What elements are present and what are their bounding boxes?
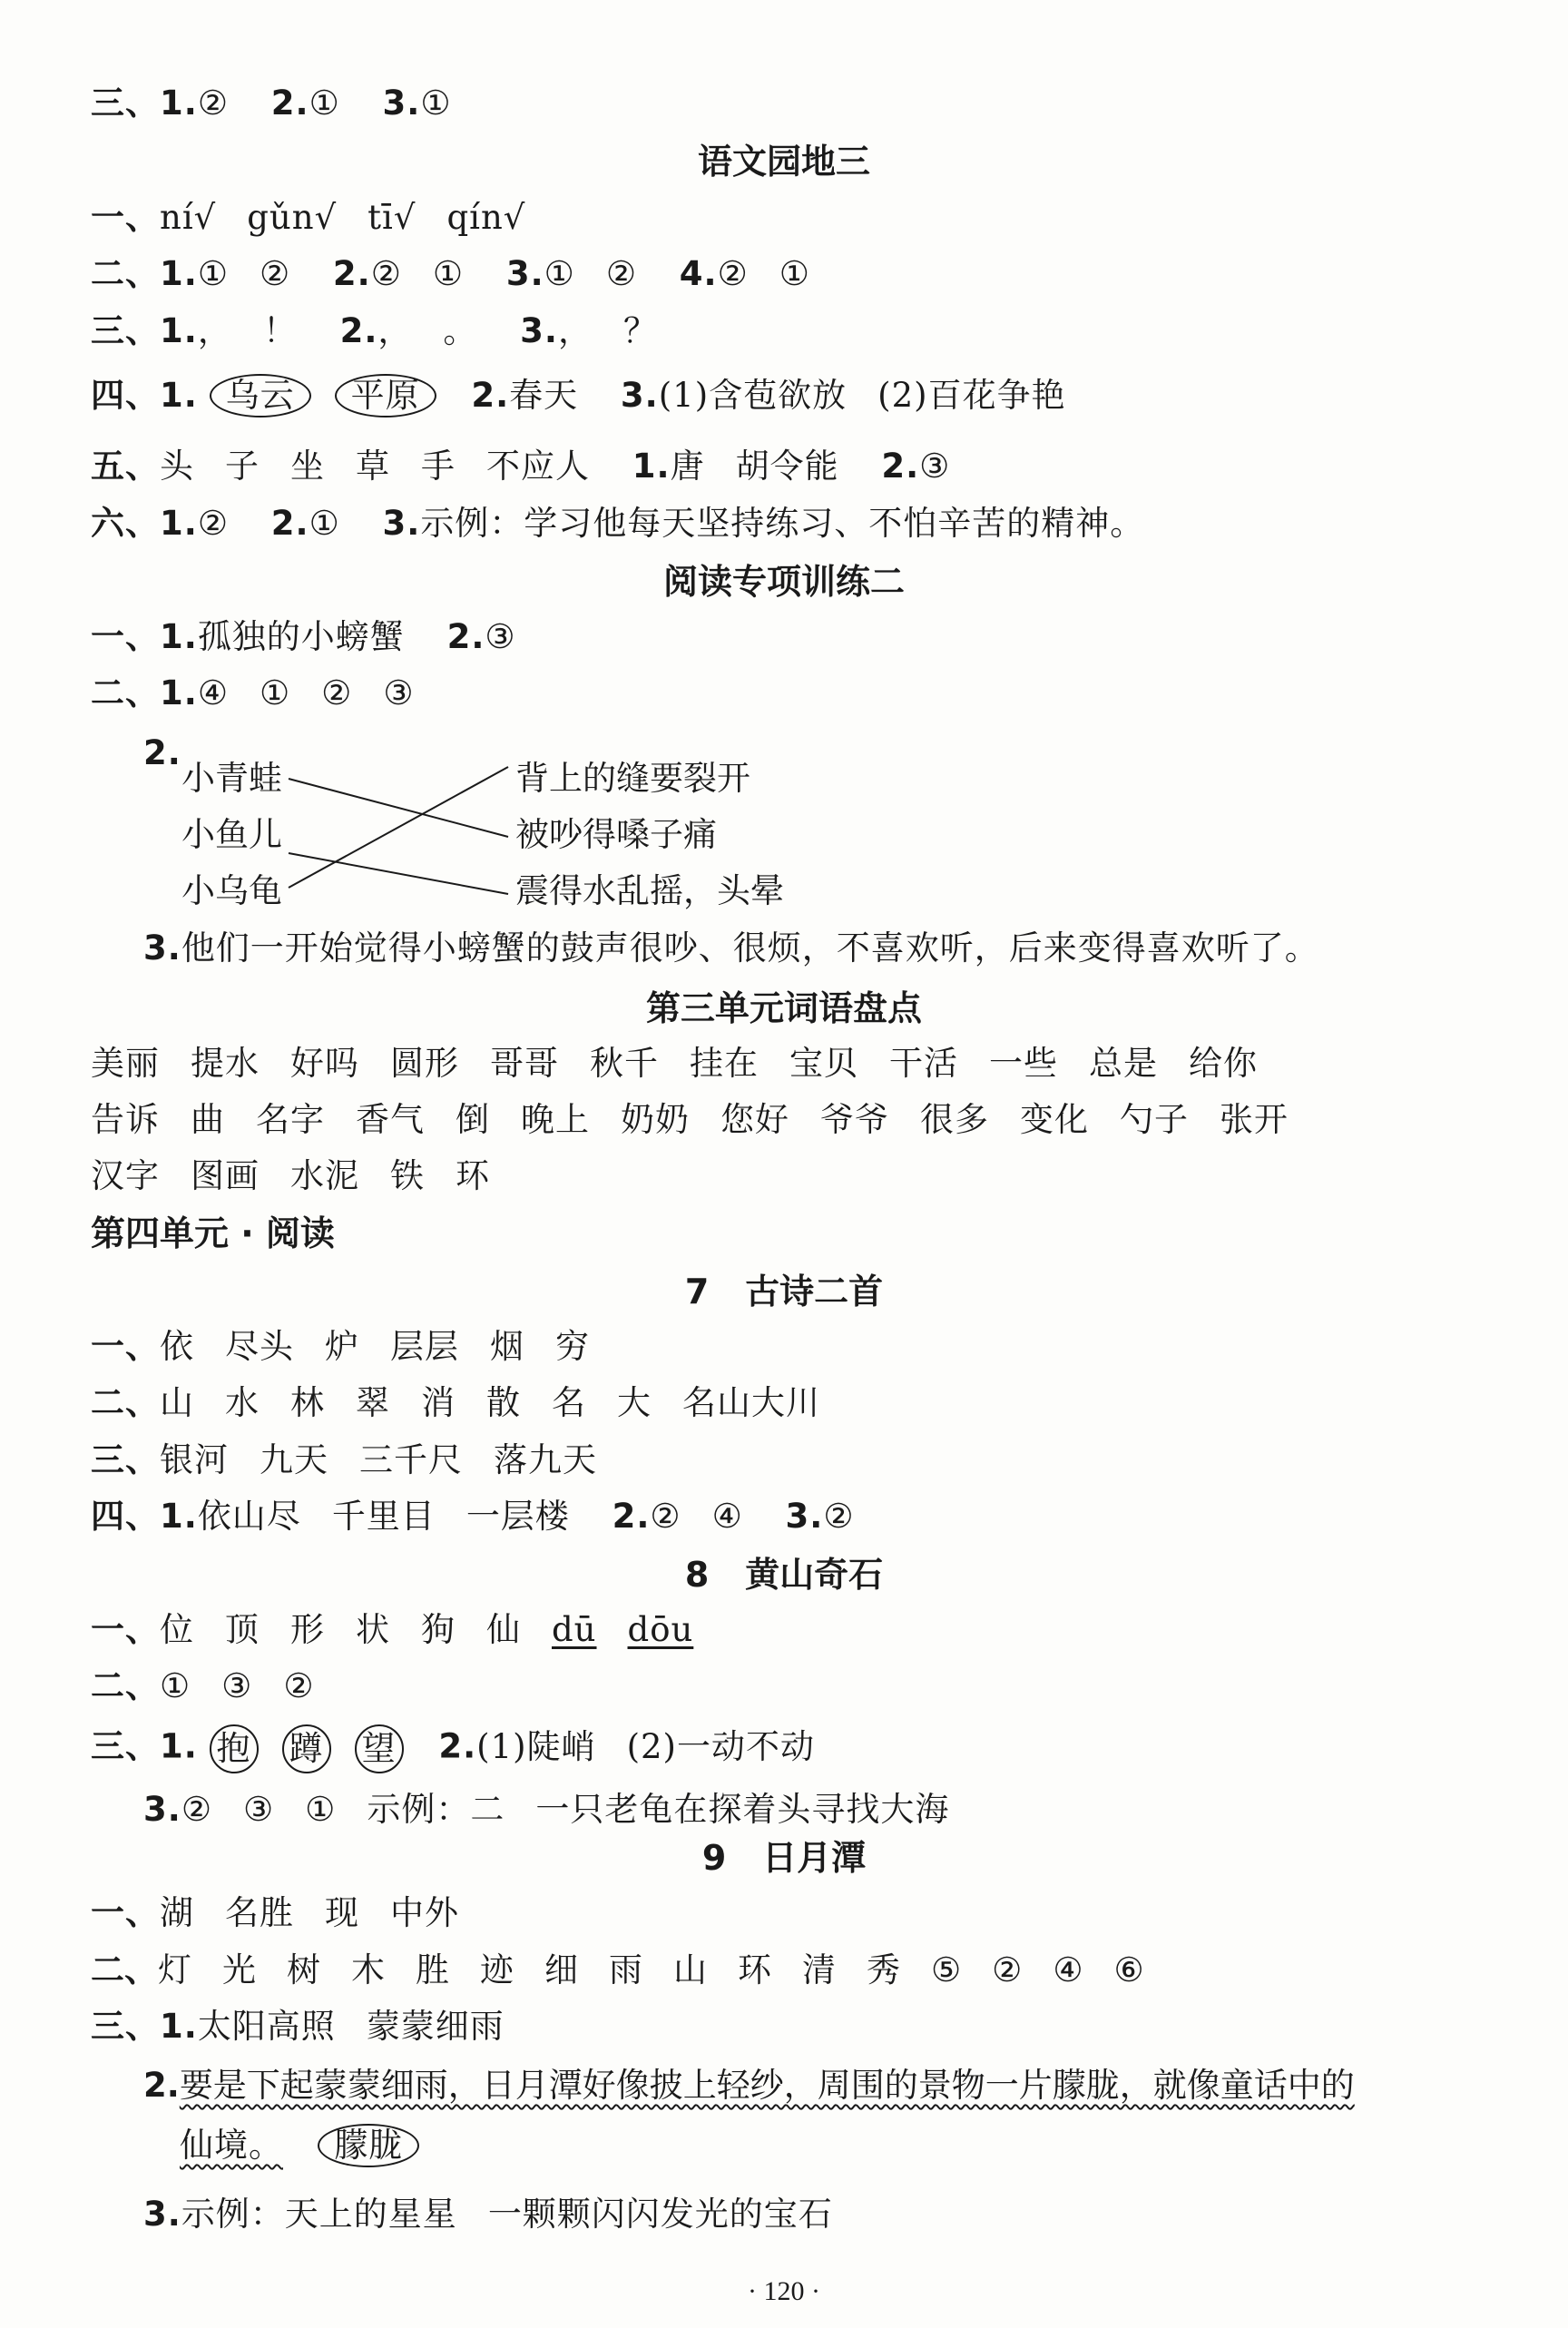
question-number: 3. <box>143 928 181 968</box>
question-number: 2. <box>270 504 309 543</box>
answer-text: ① <box>420 83 452 123</box>
question-number: 2. <box>332 254 371 293</box>
answer-line <box>143 2195 833 2235</box>
answer-text: ② <box>605 254 637 293</box>
answer-text: 蒙蒙细雨 <box>366 2007 505 2046</box>
answer-text: ③ <box>485 617 516 656</box>
question-number: 3. <box>620 376 659 415</box>
question-number: 3. <box>382 83 421 123</box>
answer-text: 不应人 <box>486 447 590 486</box>
answer-text: 山 <box>160 1383 194 1422</box>
answer-text: ③ <box>383 673 415 712</box>
word-item: 圆形 <box>390 1044 459 1083</box>
question-number: 2. <box>143 2066 180 2105</box>
answer-text: (1)含苞欲放 <box>658 376 848 415</box>
word-item: 香气 <box>356 1100 425 1139</box>
question-number: 3. <box>785 1497 824 1536</box>
answer-text: 狗 <box>421 1610 456 1649</box>
word-item: 告诉 <box>91 1100 160 1139</box>
item-label: 一、 <box>91 198 160 237</box>
answer-text: ② <box>370 254 402 293</box>
answer-text: ① <box>197 254 229 293</box>
item-label: 三、 <box>91 2007 160 2046</box>
pinyin-answer: dū <box>552 1610 597 1649</box>
answer-text: 示例：二 <box>367 1790 505 1829</box>
section-title: 第三单元词语盘点 <box>645 988 922 1028</box>
answer-line <box>180 2124 443 2167</box>
answer-text: 翠 <box>356 1383 390 1422</box>
word-item: 晚上 <box>521 1100 590 1139</box>
answer-text: 三千尺 <box>359 1440 463 1479</box>
match-left-item: 小乌龟 <box>181 871 282 910</box>
answer-text: 手 <box>421 447 456 486</box>
answer-text: tī√ <box>368 198 416 237</box>
answer-text: ④ <box>1053 1950 1083 1989</box>
item-label: 三、 <box>91 1440 160 1479</box>
answer-text: 形 <box>290 1610 325 1649</box>
circled-word: 乌云 <box>210 374 311 417</box>
underlined-sentence: 仙境。 <box>180 2126 283 2165</box>
answer-line <box>143 1790 949 1830</box>
answer-text: 水 <box>225 1383 260 1422</box>
word-item: 秋千 <box>590 1044 659 1083</box>
answer-line <box>143 928 1319 968</box>
question-number: 1. <box>160 376 198 415</box>
page-number: · 120 · <box>748 2276 820 2306</box>
answer-text: 环 <box>738 1950 771 1989</box>
circled-character: 蹲 <box>282 1724 331 1773</box>
word-item: 水泥 <box>290 1156 359 1195</box>
underlined-sentence: 要是下起蒙蒙细雨，日月潭好像披上轻纱，周围的景物一片朦胧，就像童话中的 <box>179 2066 1355 2105</box>
answer-line <box>91 1724 815 1773</box>
answer-text: ② <box>650 1497 681 1536</box>
answer-text: 穷 <box>555 1327 590 1366</box>
lesson-number: 9 <box>701 1838 727 1878</box>
answer-text: 秀 <box>867 1950 900 1989</box>
answer-text: 落九天 <box>494 1440 597 1479</box>
lesson-name: 黄山奇石 <box>745 1555 884 1595</box>
answer-text: 示例：天上的星星 <box>181 2195 457 2234</box>
word-item: 勺子 <box>1120 1100 1189 1139</box>
word-list-line <box>91 1156 490 1196</box>
answer-line <box>91 2007 505 2047</box>
answer-text: 林 <box>290 1383 325 1422</box>
answer-text: ！ <box>262 311 298 350</box>
answer-text: 木 <box>351 1950 385 1989</box>
answer-text: 大 <box>617 1383 652 1422</box>
match-line <box>289 853 508 894</box>
answer-line <box>91 1950 1144 1990</box>
matching-lines <box>0 0 1568 998</box>
section-title: 语文园地三 <box>697 142 870 182</box>
word-item: 图画 <box>191 1156 260 1195</box>
answer-text: 一只老龟在探着头寻找大海 <box>535 1790 950 1829</box>
answer-text: 树 <box>287 1950 320 1989</box>
answer-text: ③ <box>221 1666 253 1705</box>
item-label: 五、 <box>91 447 160 486</box>
answer-text: 千里目 <box>331 1497 436 1536</box>
answer-text: 他们一开始觉得小螃蟹的鼓声很吵、很烦，不喜欢听，后来变得喜欢听了。 <box>181 928 1319 968</box>
match-left-item: 小青蛙 <box>181 759 282 798</box>
answer-text: 名 <box>552 1383 586 1422</box>
question-number: 1. <box>160 83 198 123</box>
question-number: 2. <box>612 1497 651 1536</box>
item-label: 二、 <box>91 673 160 712</box>
word-item: 奶奶 <box>621 1100 690 1139</box>
item-label: 一、 <box>91 1610 160 1649</box>
answer-text: 九天 <box>260 1440 328 1479</box>
answer-line <box>91 1893 459 1933</box>
pinyin-answer: dōu <box>627 1610 694 1649</box>
question-number: 1. <box>160 311 198 350</box>
circled-word: 平原 <box>335 374 436 417</box>
answer-text: ② <box>992 1950 1023 1989</box>
item-label: 二、 <box>91 1383 160 1422</box>
answer-line <box>91 1497 854 1537</box>
lesson-number: 8 <box>684 1555 710 1595</box>
answer-text: 状 <box>356 1610 390 1649</box>
answer-text: 名山大川 <box>682 1383 820 1422</box>
word-item: 美丽 <box>91 1044 160 1083</box>
answer-text: ② <box>197 83 229 123</box>
answer-text: ② <box>197 504 229 543</box>
answer-text: 雨 <box>609 1950 642 1989</box>
answer-text: 银河 <box>160 1440 229 1479</box>
word-item: 铁 <box>390 1156 425 1195</box>
answer-text: 胡令能 <box>735 447 839 486</box>
question-number: 2. <box>881 447 920 486</box>
answer-text: ① <box>309 504 340 543</box>
item-label: 二、 <box>91 1666 160 1705</box>
answer-text: 光 <box>222 1950 256 1989</box>
answer-text: gǔn√ <box>247 198 338 237</box>
lesson-title <box>0 1271 1568 1312</box>
answer-text: 胜 <box>416 1950 449 1989</box>
answer-text: ② <box>717 254 749 293</box>
word-item: 宝贝 <box>789 1044 858 1083</box>
answer-text: 依 <box>160 1327 194 1366</box>
word-item: 哥哥 <box>490 1044 559 1083</box>
item-label: 六、 <box>91 504 160 543</box>
answer-text: ② <box>259 254 291 293</box>
answer-text: 唐 <box>670 447 705 486</box>
question-number: 3. <box>520 311 558 350</box>
match-right-item: 被吵得嗓子痛 <box>515 815 717 854</box>
answer-text: 草 <box>356 447 390 486</box>
item-label: 二、 <box>91 254 160 293</box>
answer-text: ③ <box>919 447 951 486</box>
answer-line <box>91 1666 315 1706</box>
answer-line <box>91 1440 597 1480</box>
word-item: 总是 <box>1089 1044 1158 1083</box>
item-label: 四、 <box>91 1497 160 1536</box>
answer-text: 位 <box>160 1610 194 1649</box>
question-number: 2. <box>438 1726 477 1766</box>
answer-text: 一层楼 <box>466 1497 570 1536</box>
word-item: 变化 <box>1020 1100 1089 1139</box>
answer-text: 湖 <box>160 1893 194 1932</box>
answer-text: ② <box>823 1497 855 1536</box>
item-label: 一、 <box>91 1893 160 1932</box>
answer-text: ⑤ <box>931 1950 962 1989</box>
answer-text: 仙 <box>486 1610 521 1649</box>
question-number: 2. <box>446 617 485 656</box>
answer-text: ③ <box>242 1790 275 1829</box>
answer-text: (2)一动不动 <box>626 1726 815 1766</box>
question-number: 1. <box>632 447 671 486</box>
word-item: 好吗 <box>290 1044 359 1083</box>
word-list-line <box>91 1044 1258 1084</box>
answer-text: ① <box>779 254 810 293</box>
match-left-item: 小鱼儿 <box>181 815 282 854</box>
question-number: 1. <box>160 1497 198 1536</box>
answer-text: 清 <box>802 1950 836 1989</box>
answer-text: 。 <box>443 311 478 350</box>
lesson-number: 7 <box>684 1272 710 1311</box>
word-item: 汉字 <box>91 1156 160 1195</box>
word-item: 爷爷 <box>820 1100 889 1139</box>
question-number: 1. <box>160 504 198 543</box>
question-number: 2. <box>143 733 181 772</box>
question-number: 2. <box>339 311 378 350</box>
question-number: 1. <box>160 673 198 712</box>
answer-text: ， <box>377 311 413 350</box>
item-label: 三、 <box>91 1726 160 1766</box>
question-number: 3. <box>143 1790 181 1829</box>
word-item: 曲 <box>191 1100 225 1139</box>
word-item: 挂在 <box>690 1044 759 1083</box>
item-label: 一、 <box>91 1327 160 1366</box>
answer-text: (2)百花争艳 <box>877 376 1066 415</box>
answer-text: 子 <box>225 447 260 486</box>
answer-line <box>91 1327 590 1367</box>
answer-text: 灯 <box>158 1950 191 1989</box>
word-item: 张开 <box>1220 1100 1289 1139</box>
answer-text: ① <box>309 83 340 123</box>
answer-text: 一颗颗闪闪发光的宝石 <box>487 2195 833 2234</box>
question-number: 4. <box>679 254 718 293</box>
answer-text: 头 <box>160 447 194 486</box>
answer-text: 散 <box>486 1383 521 1422</box>
answer-text: 名胜 <box>225 1893 294 1932</box>
answer-text: qín√ <box>446 198 526 237</box>
answer-line <box>91 1610 693 1650</box>
answer-text: ， <box>197 311 232 350</box>
answer-text: ① <box>305 1790 337 1829</box>
answer-text: ② <box>321 673 353 712</box>
section-title: 阅读专项训练二 <box>662 562 905 602</box>
answer-line <box>143 2066 1355 2106</box>
answer-text: 炉 <box>325 1327 359 1366</box>
question-number: 2. <box>471 376 510 415</box>
word-item: 环 <box>456 1156 490 1195</box>
item-label: 一、 <box>91 617 160 656</box>
match-right-item: 背上的缝要裂开 <box>515 759 750 798</box>
answer-text: ② <box>181 1790 212 1829</box>
question-number: 1. <box>160 254 198 293</box>
word-item: 一些 <box>989 1044 1058 1083</box>
unit-heading: 第四单元 · 阅读 <box>91 1213 335 1253</box>
word-item: 倒 <box>456 1100 490 1139</box>
word-item: 名字 <box>256 1100 325 1139</box>
answer-text: ④ <box>711 1497 743 1536</box>
item-label: 三、 <box>91 311 160 350</box>
circled-character: 望 <box>355 1724 404 1773</box>
answer-text: 依山尽 <box>197 1497 301 1536</box>
word-item: 干活 <box>889 1044 958 1083</box>
answer-text: ① <box>432 254 465 293</box>
answer-text: ④ <box>197 673 229 712</box>
answer-text: ② <box>283 1666 315 1705</box>
lesson-title <box>0 1837 1568 1879</box>
question-number: 1. <box>160 2007 198 2046</box>
answer-text: ⑥ <box>1113 1950 1144 1989</box>
answer-text: 示例：学习他每天坚持练习、不怕辛苦的精神。 <box>420 504 1145 543</box>
item-label: 三、 <box>91 83 160 123</box>
answer-text: 孤独的小螃蟹 <box>197 617 405 656</box>
answer-text: ní√ <box>160 198 217 237</box>
answer-text: ① <box>544 254 575 293</box>
answer-text: ① <box>259 673 291 712</box>
answer-text: ？ <box>622 311 658 350</box>
question-number: 2. <box>270 83 309 123</box>
answer-text: 消 <box>421 1383 456 1422</box>
answer-text: 尽头 <box>225 1327 294 1366</box>
lesson-name: 日月潭 <box>762 1838 867 1878</box>
answer-text: 现 <box>325 1893 359 1932</box>
question-number: 3. <box>143 2195 181 2234</box>
answer-text: 中外 <box>390 1893 459 1932</box>
answer-line <box>91 1383 820 1423</box>
word-item: 您好 <box>720 1100 789 1139</box>
lesson-name: 古诗二首 <box>745 1272 884 1311</box>
word-list-line <box>91 1100 1289 1140</box>
question-number: 3. <box>382 504 421 543</box>
word-item: 很多 <box>920 1100 989 1139</box>
lesson-title <box>0 1554 1568 1596</box>
item-label: 四、 <box>91 376 160 415</box>
answer-text: 烟 <box>490 1327 524 1366</box>
answer-text: 春天 <box>509 376 579 415</box>
word-item: 给你 <box>1189 1044 1258 1083</box>
answer-text: 细 <box>544 1950 578 1989</box>
answer-text: (1)陡峭 <box>476 1726 596 1766</box>
answer-text: 太阳高照 <box>197 2007 336 2046</box>
question-number: 3. <box>505 254 544 293</box>
answer-text: 顶 <box>225 1610 260 1649</box>
answer-text: 迹 <box>480 1950 514 1989</box>
question-number: 1. <box>160 1726 198 1766</box>
answer-text: ① <box>160 1666 191 1705</box>
answer-text: 山 <box>673 1950 707 1989</box>
answer-text: ， <box>557 311 593 350</box>
circled-character: 抱 <box>210 1724 259 1773</box>
question-number: 1. <box>160 617 198 656</box>
answer-text: 层层 <box>390 1327 459 1366</box>
match-right-item: 震得水乱摇，头晕 <box>515 871 784 910</box>
item-label: 二、 <box>91 1950 158 1989</box>
word-item: 提水 <box>191 1044 260 1083</box>
answer-text: 坐 <box>290 447 325 486</box>
circled-word: 朦胧 <box>318 2124 419 2167</box>
